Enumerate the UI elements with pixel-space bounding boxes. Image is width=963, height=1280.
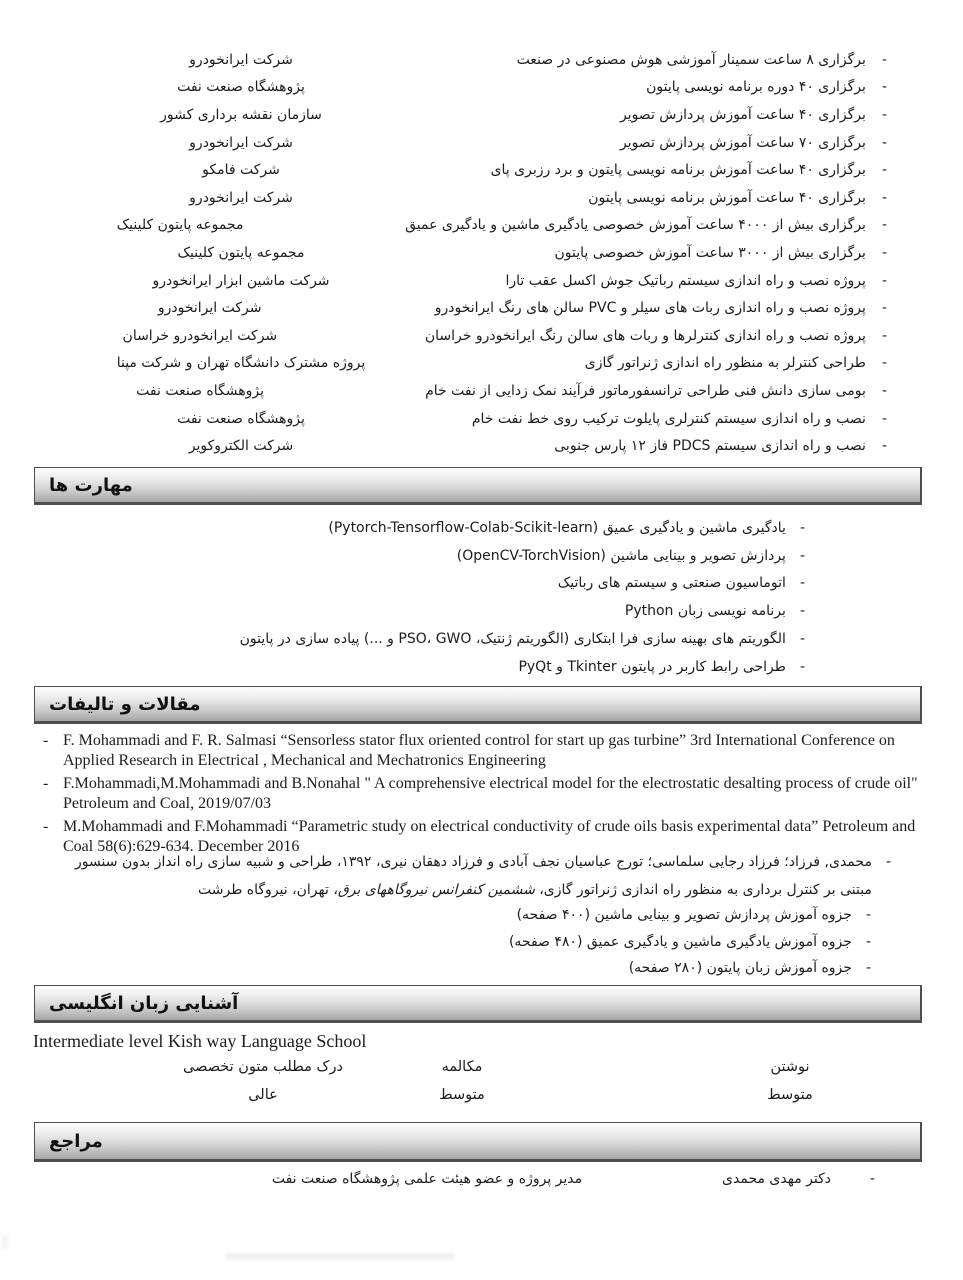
publication-text [75, 848, 872, 904]
skill-label: یادگیری ماشین و یادگیری عمیق (Pytorch-Tensorflow-Colab-Scikit-learn) [328, 519, 786, 536]
experience-organization: شرکت ایرانخودرو [157, 300, 262, 317]
skill-item [0, 570, 963, 598]
experience-row [0, 267, 963, 295]
publication-location: ، تهران، نیروگاه طرشت [198, 882, 338, 898]
experience-organization: پژوهشگاه صنعت نفت [177, 410, 305, 427]
booklets-list [0, 902, 963, 982]
experience-row [0, 294, 963, 322]
experience-organization: مجموعه پایتون کلینیک [177, 244, 305, 261]
booklet-item [0, 902, 963, 929]
experience-row [0, 184, 963, 212]
skill-label: برنامه نویسی زبان Python [624, 603, 786, 620]
skill-item [0, 514, 963, 542]
language-column-conversation: مکالمه [441, 1059, 483, 1075]
dash-bullet: - [881, 217, 887, 234]
dash-bullet: - [881, 134, 887, 151]
booklet-item [0, 929, 963, 956]
experience-row [0, 74, 963, 102]
reference-role: مدیر پروژه و عضو هیئت علمی پژوهشگاه صنعت نفت [271, 1171, 583, 1187]
booklet-item [0, 955, 963, 982]
experience-row [0, 377, 963, 405]
section-header-references [34, 1122, 922, 1162]
experience-activity: نصب و راه اندازی سیستم PDCS فاز ۱۲ پارس جنوبی [554, 438, 866, 455]
experience-activity: بومی سازی دانش فنی طراحی ترانسفورماتور فرآیند نمک زدایی از نفت خام [425, 382, 866, 399]
dash-bullet: - [881, 410, 887, 427]
experience-activity: طراحی کنترلر به منظور راه اندازی ژنراتور گازی [584, 355, 866, 372]
section-title-references: مراجع [49, 1130, 103, 1152]
language-column-reading: درک مطلب متون تخصصی [183, 1059, 343, 1075]
experience-row [0, 212, 963, 240]
dash-bullet: - [799, 519, 805, 536]
reference-row [0, 1169, 963, 1193]
experience-activity: پروژه نصب و راه اندازی ربات های سیلر و PVC سالن های رنگ ایرانخودرو [434, 300, 866, 317]
skill-item [0, 653, 963, 681]
experience-row [0, 156, 963, 184]
dash-bullet: - [885, 854, 891, 870]
experience-activity: برگزاری بیش از ۳۰۰۰ ساعت آموزش خصوصی پایتون [554, 244, 866, 261]
booklet-label: جزوه آموزش زبان پایتون (۲۸۰ صفحه) [628, 960, 852, 977]
experience-organization: شرکت ایرانخودرو [189, 134, 293, 151]
publication-authors: محمدی, فرزاد؛ فرزاد رجایی سلماسی؛ تورج عباسیان نجف آبادی و فرزاد دهقان نیری، ۱۳۹۲، طراحی و شبیه سازی راه انداز بدون سنسور مبتنی بر کنترل برداری به منظور راه اندازی ژنراتور گازی، [75, 854, 872, 898]
dash-bullet: - [881, 300, 887, 317]
dash-bullet: - [43, 732, 49, 749]
dash-bullet: - [865, 933, 871, 950]
booklet-label: جزوه آموزش یادگیری ماشین و یادگیری عمیق (۴۸۰ صفحه) [508, 933, 852, 950]
conference-name: ششمین کنفرانس نیروگاههای برق [337, 882, 535, 898]
skill-item [0, 625, 963, 653]
skills-list [0, 514, 963, 681]
language-level-writing: متوسط [767, 1087, 813, 1103]
experience-row [0, 322, 963, 350]
experience-organization: مجموعه پایتون کلینیک [116, 217, 244, 234]
dash-bullet: - [881, 162, 887, 179]
experience-organization: پروژه مشترک دانشگاه تهران و شرکت مپنا [116, 355, 366, 372]
experience-row [0, 46, 963, 74]
experience-activity: برگزاری ۴۰ ساعت آموزش برنامه نویسی پایتون و برد رزبری پای [490, 162, 866, 179]
experience-activity: برگزاری ۸ ساعت سمینار آموزشی هوش مصنوعی در صنعت [516, 51, 866, 68]
dash-bullet: - [881, 106, 887, 123]
section-title-publications: مقالات و تالیفات [49, 693, 201, 715]
dash-bullet: - [865, 907, 871, 924]
experience-list [0, 46, 963, 460]
experience-organization: شرکت ایرانخودرو [189, 51, 293, 68]
publication-item [33, 731, 933, 770]
experience-row [0, 432, 963, 460]
language-column-writing: نوشتن [770, 1059, 810, 1075]
experience-activity: پروژه نصب و راه اندازی سیستم رباتیک جوش اکسل عقب تارا [505, 272, 866, 289]
experience-row [0, 239, 963, 267]
skill-item [0, 597, 963, 625]
publication-text: F. Mohammadi and F. R. Salmasi “Sensorless stator flux oriented control for start up gas turbine” 3rd International Conference on Applied Research in Electrical , Mechanical and Mechatronics Engineering [63, 732, 895, 769]
scan-artifact [225, 1253, 455, 1260]
publication-text: F.Mohammadi,M.Mohammadi and B.Nonahal " A comprehensive electrical model for the electrostatic desalting process of crude oil" Petroleum and Coal, 2019/07/03 [63, 775, 918, 812]
english-publications-list [33, 731, 933, 860]
experience-row [0, 350, 963, 378]
skill-label: پردازش تصویر و بینایی ماشین (OpenCV-TorchVision) [456, 547, 786, 564]
skill-label: طراحی رابط کاربر در پایتون Tkinter و PyQt [518, 658, 786, 675]
dash-bullet: - [799, 575, 805, 592]
experience-row [0, 129, 963, 157]
experience-organization: شرکت الکتروکویر [188, 438, 294, 455]
publication-item [33, 774, 933, 813]
experience-activity: پروژه نصب و راه اندازی کنترلرها و ربات های سالن رنگ ایرانخودرو خراسان [424, 327, 866, 344]
dash-bullet: - [881, 189, 887, 206]
experience-activity: برگزاری ۷۰ ساعت آموزش پردازش تصویر [619, 134, 866, 151]
dash-bullet: - [881, 355, 887, 372]
experience-organization: پژوهشگاه صنعت نفت [177, 79, 305, 96]
dash-bullet: - [799, 547, 805, 564]
experience-activity: برگزاری ۴۰ ساعت آموزش برنامه نویسی پایتون [588, 189, 866, 206]
section-header-publications [34, 686, 922, 724]
language-level-conversation: متوسط [439, 1087, 485, 1103]
section-header-english-language [34, 985, 922, 1023]
dash-bullet: - [799, 631, 805, 648]
experience-organization: شرکت ایرانخودرو [189, 189, 293, 206]
dash-bullet: - [881, 438, 887, 455]
scan-artifact [2, 1235, 8, 1249]
dash-bullet: - [43, 775, 49, 792]
experience-organization: شرکت ایرانخودرو خراسان [122, 327, 278, 344]
dash-bullet: - [881, 327, 887, 344]
booklet-label: جزوه آموزش پردازش تصویر و بینایی ماشین (۴۰۰ صفحه) [516, 907, 852, 924]
experience-organization: شرکت فامکو [202, 162, 280, 179]
experience-activity: نصب و راه اندازی سیستم کنترلری پایلوت ترکیب روی خط نفت خام [471, 410, 866, 427]
experience-organization: سازمان نقشه برداری کشور [160, 106, 322, 123]
reference-name: دکتر مهدی محمدی [722, 1171, 831, 1187]
skill-item [0, 542, 963, 570]
language-school-line: Intermediate level Kish way Language School [33, 1031, 367, 1051]
publication-text: M.Mohammadi and F.Mohammadi “Parametric study on electrical conductivity of crude oils basis experimental data” Petroleum and Coal 58(6):629-634. December 2016 [63, 818, 916, 855]
persian-publication [75, 848, 891, 904]
section-title-english-language: آشنایی زبان انگلیسی [49, 992, 239, 1014]
dash-bullet: - [865, 960, 871, 977]
dash-bullet: - [881, 79, 887, 96]
dash-bullet: - [881, 272, 887, 289]
experience-organization: شرکت ماشین ابزار ایرانخودرو [152, 272, 330, 289]
dash-bullet: - [799, 658, 805, 675]
dash-bullet: - [881, 382, 887, 399]
dash-bullet: - [869, 1171, 875, 1187]
experience-activity: برگزاری بیش از ۴۰۰۰ ساعت آموزش خصوصی یادگیری ماشین و یادگیری عمیق [405, 217, 866, 234]
language-level-reading: عالی [248, 1087, 278, 1103]
skill-label: اتوماسیون صنعتی و سیستم های رباتیک [557, 575, 786, 592]
experience-row [0, 101, 963, 129]
dash-bullet: - [881, 244, 887, 261]
section-title-skills: مهارت ها [49, 474, 133, 496]
dash-bullet: - [43, 818, 49, 835]
skill-label: الگوریتم های بهینه سازی فرا ابتکاری (الگوریتم ژنتیک، PSO، GWO و ...) پیاده سازی در پایتون [239, 631, 786, 648]
experience-organization: پژوهشگاه صنعت نفت [136, 382, 264, 399]
dash-bullet: - [881, 51, 887, 68]
experience-row [0, 405, 963, 433]
experience-activity: برگزاری ۴۰ دوره برنامه نویسی پایتون [646, 79, 866, 96]
experience-activity: برگزاری ۴۰ ساعت آموزش پردازش تصویر [619, 106, 866, 123]
dash-bullet: - [799, 603, 805, 620]
section-header-skills [34, 467, 922, 505]
